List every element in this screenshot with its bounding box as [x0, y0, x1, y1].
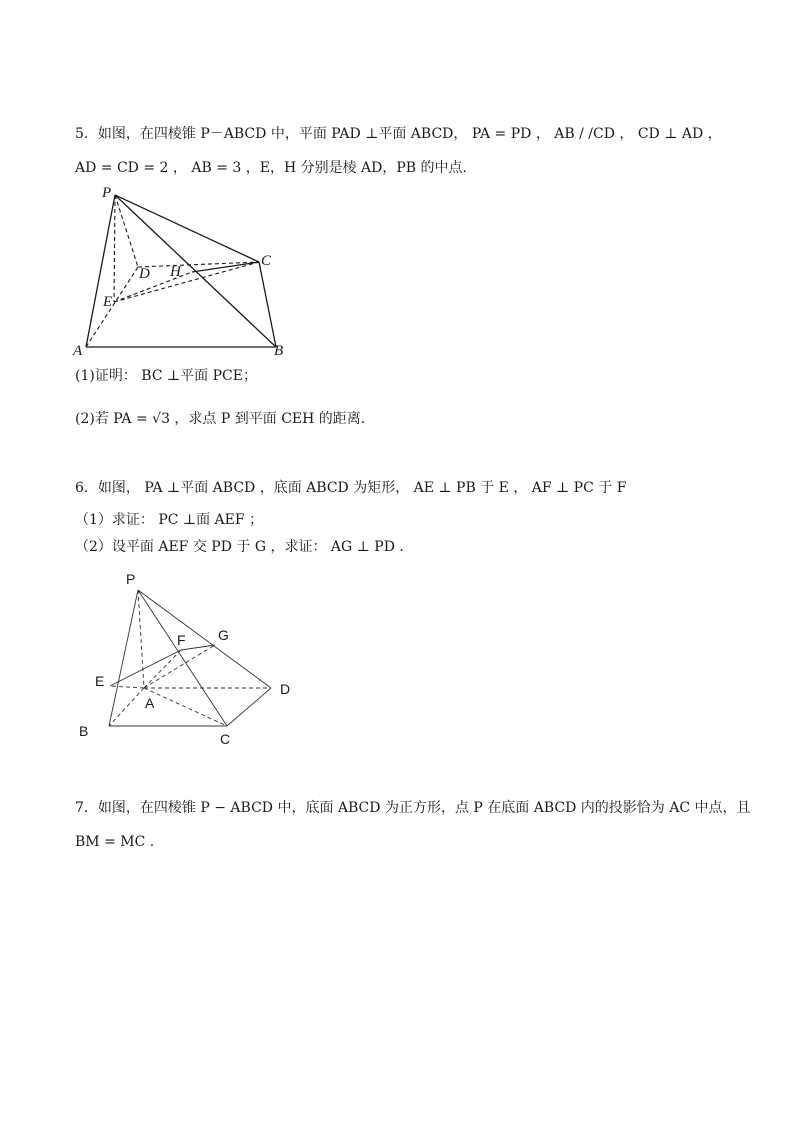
- label-B: B: [79, 723, 89, 739]
- problem5-line2: AD = CD = 2 ， AB = 3 ，E，H 分别是棱 AD，PB 的中点.: [75, 160, 467, 176]
- problem5-part2: (2)若 PA = √3 ，求点 P 到平面 CEH 的距离.: [75, 411, 366, 427]
- label-D: D: [280, 681, 291, 697]
- edge-CD: [227, 688, 271, 726]
- label-A: A: [145, 695, 155, 711]
- segment-FG: [181, 645, 215, 650]
- problem6-line1: 6．如图， PA ⊥平面 ABCD ，底面 ABCD 为矩形， AE ⊥ PB 于 E ， AF ⊥ PC 于 F: [75, 480, 627, 496]
- label-F: F: [177, 632, 186, 648]
- label-E: E: [103, 294, 113, 310]
- problem5-figure: [70, 185, 290, 360]
- problem7-line1: 7．如图，在四棱锥 P − ABCD 中，底面 ABCD 为正方形，点 P 在底面 ABCD 内的投影恰为 AC 中点，且: [75, 800, 751, 816]
- edge-AB: [109, 688, 144, 726]
- problem5-part1: (1)证明： BC ⊥平面 PCE；: [75, 368, 257, 384]
- edge-PD: [138, 590, 271, 688]
- edge-PA: [86, 195, 115, 347]
- problem6-part2: （2）设平面 AEF 交 PD 于 G ，求证： AG ⊥ PD .: [75, 539, 404, 555]
- label-A: A: [73, 343, 83, 359]
- problem6-figure: [75, 570, 305, 750]
- edge-PB: [109, 590, 138, 726]
- edge-PC: [115, 195, 259, 262]
- label-H: H: [170, 264, 181, 280]
- segment-EF: [110, 650, 181, 686]
- label-C: C: [220, 731, 231, 747]
- edge-PE: [114, 195, 115, 302]
- edge-PA: [138, 590, 144, 688]
- label-C: C: [261, 253, 272, 269]
- label-E: E: [95, 673, 105, 689]
- problem7-line2: BM = MC .: [75, 834, 155, 850]
- label-B: B: [274, 343, 284, 359]
- label-G: G: [218, 627, 229, 643]
- label-P: P: [102, 185, 112, 201]
- segment-AE: [110, 686, 144, 688]
- problem6-part1: （1）求证： PC ⊥面 AEF ；: [75, 512, 264, 528]
- segment-EC: [114, 262, 259, 302]
- problem5-line1: 5．如图，在四棱锥 P－ABCD 中，平面 PAD ⊥平面 ABCD， PA = PD ， AB / /CD ， CD ⊥ AD ，: [75, 126, 722, 142]
- label-D: D: [139, 266, 150, 282]
- label-P: P: [126, 571, 136, 587]
